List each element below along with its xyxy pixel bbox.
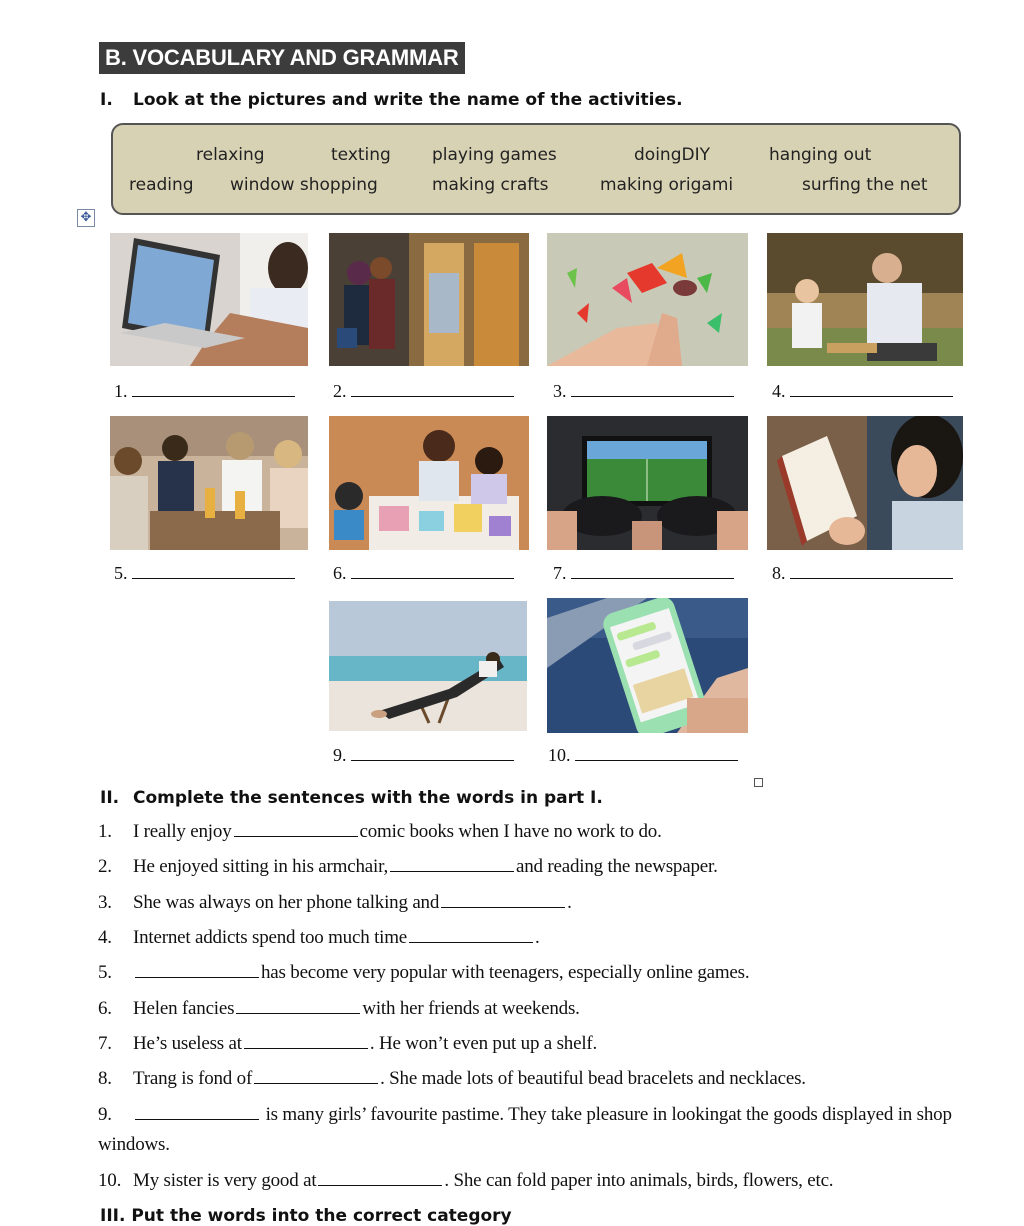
sentence-1 — [98, 821, 662, 843]
picture-origami — [547, 233, 748, 366]
sentence-text: He enjoyed sitting in his armchair, — [133, 856, 389, 877]
laptop-icon — [110, 233, 308, 366]
sentence-9 — [98, 1100, 978, 1160]
sentence-blank[interactable] — [390, 856, 514, 872]
sentence-number: 10. — [98, 1170, 122, 1191]
word-bank-item: window shopping — [230, 175, 378, 195]
answer-blank-5[interactable] — [114, 563, 295, 584]
sentence-5 — [98, 962, 749, 984]
sentence-text: is many girls’ favourite pastime. They take pleasure in lookingat the goods displayed in shop windows. — [98, 1104, 952, 1155]
sentence-text: Helen fancies — [133, 998, 235, 1019]
sentence-text: comic books when I have no work to do. — [359, 821, 662, 842]
picture-label: 4. — [772, 381, 786, 401]
sentence-2 — [98, 856, 718, 878]
word-bank-item: surfing the net — [802, 175, 928, 195]
answer-blank-6[interactable] — [333, 563, 514, 584]
sentence-text: He’s useless at — [133, 1033, 242, 1054]
picture-diy — [767, 233, 963, 366]
word-bank-item: relaxing — [196, 145, 265, 165]
beach-icon — [329, 601, 527, 731]
word-bank-item: hanging out — [769, 145, 872, 165]
picture-crafts — [329, 416, 529, 550]
picture-shopping — [329, 233, 529, 366]
sentence-blank[interactable] — [244, 1033, 368, 1049]
picture-relaxing — [329, 601, 527, 731]
gamepad-icon — [547, 416, 748, 550]
picture-label: 8. — [772, 563, 786, 583]
answer-blank-3[interactable] — [553, 381, 734, 402]
picture-label: 5. — [114, 563, 128, 583]
picture-label: 9. — [333, 745, 347, 765]
sentence-10 — [98, 1170, 833, 1192]
sentence-number: 5. — [98, 962, 112, 983]
word-bank — [111, 123, 961, 215]
answer-blank-1[interactable] — [114, 381, 295, 402]
sentence-text: Internet addicts spend too much time — [133, 927, 408, 948]
word-bank-item: texting — [331, 145, 391, 165]
sentence-6 — [98, 998, 580, 1020]
word-bank-item: making crafts — [432, 175, 549, 195]
sentence-text: and reading the newspaper. — [516, 856, 718, 877]
sentence-7 — [98, 1033, 597, 1055]
sentence-text: I really enjoy — [133, 821, 232, 842]
sentence-blank[interactable] — [409, 927, 533, 943]
picture-texting — [547, 598, 748, 733]
word-bank-item: doingDIY — [634, 145, 710, 165]
sentence-3 — [98, 892, 572, 914]
sentence-blank[interactable] — [234, 821, 358, 837]
table-move-handle-icon[interactable]: ✥ — [77, 209, 95, 227]
word-bank-item: playing games — [432, 145, 557, 165]
part1-instruction: Look at the pictures and write the name of the activities. — [133, 90, 683, 110]
answer-blank-8[interactable] — [772, 563, 953, 584]
sentence-blank[interactable] — [135, 1104, 259, 1120]
sentence-number: 7. — [98, 1033, 112, 1054]
sentence-number: 1. — [98, 821, 112, 842]
sentence-number: 3. — [98, 892, 112, 913]
answer-blank-10[interactable] — [548, 745, 738, 766]
friends-icon — [110, 416, 308, 550]
answer-blank-4[interactable] — [772, 381, 953, 402]
part1-heading — [100, 90, 683, 110]
origami-icon — [547, 233, 748, 366]
part2-instruction: Complete the sentences with the words in part I. — [133, 788, 603, 808]
sentence-text: She was always on her phone talking and — [133, 892, 440, 913]
section-title: B. VOCABULARY AND GRAMMAR — [99, 42, 465, 74]
answer-blank-9[interactable] — [333, 745, 514, 766]
sentence-blank[interactable] — [236, 998, 360, 1014]
sentence-blank[interactable] — [254, 1068, 378, 1084]
picture-label: 3. — [553, 381, 567, 401]
part3-heading-partial: III. Put the words into the correct category — [100, 1206, 512, 1226]
picture-label: 7. — [553, 563, 567, 583]
answer-blank-2[interactable] — [333, 381, 514, 402]
shopping-icon — [329, 233, 529, 366]
picture-gaming — [547, 416, 748, 550]
sentence-number: 8. — [98, 1068, 112, 1089]
diy-icon — [767, 233, 963, 366]
part2-number: II. — [100, 788, 120, 808]
picture-label: 1. — [114, 381, 128, 401]
sentence-blank[interactable] — [441, 892, 565, 908]
sentence-blank[interactable] — [135, 962, 259, 978]
sentence-text: My sister is very good at — [133, 1170, 317, 1191]
answer-blank-7[interactable] — [553, 563, 734, 584]
sentence-text: . She made lots of beautiful bead bracelets and necklaces. — [380, 1068, 806, 1089]
phone-icon — [547, 598, 748, 733]
picture-laptop — [110, 233, 308, 366]
picture-reading — [767, 416, 963, 550]
sentence-number: 9. — [98, 1104, 112, 1125]
sentence-text: with her friends at weekends. — [362, 998, 580, 1019]
picture-friends — [110, 416, 308, 550]
sentence-text: . — [535, 927, 540, 948]
sentence-number: 4. — [98, 927, 112, 948]
sentence-4 — [98, 927, 540, 949]
sentence-text: has become very popular with teenagers, especially online games. — [261, 962, 750, 983]
word-bank-item: reading — [129, 175, 194, 195]
sentence-text: Trang is fond of — [133, 1068, 253, 1089]
picture-label: 10. — [548, 745, 571, 765]
sentence-number: 2. — [98, 856, 112, 877]
sentence-blank[interactable] — [318, 1170, 442, 1186]
sentence-number: 6. — [98, 998, 112, 1019]
anchor-icon — [754, 778, 763, 787]
part1-number: I. — [100, 90, 113, 110]
sentence-text: . — [567, 892, 572, 913]
sentence-text: . She can fold paper into animals, birds, flowers, etc. — [444, 1170, 834, 1191]
book-icon — [767, 416, 963, 550]
crafts-icon — [329, 416, 529, 550]
sentence-8 — [98, 1068, 806, 1090]
picture-label: 2. — [333, 381, 347, 401]
picture-label: 6. — [333, 563, 347, 583]
part2-heading — [100, 788, 603, 808]
word-bank-item: making origami — [600, 175, 734, 195]
sentence-text: . He won’t even put up a shelf. — [369, 1033, 598, 1054]
